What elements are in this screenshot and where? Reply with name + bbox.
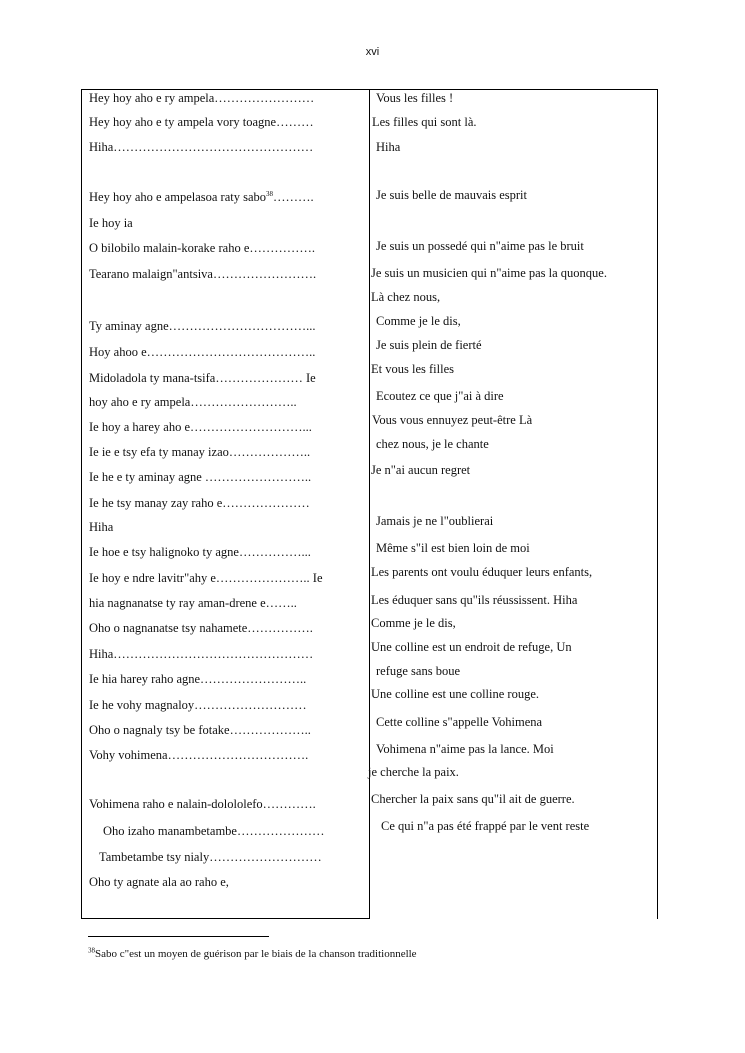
table-left-border <box>81 89 82 919</box>
malagasy-line: Hey hoy aho e ty ampela vory toagne……… <box>89 115 314 129</box>
malagasy-line: Hiha <box>89 520 114 534</box>
french-line: Une colline est une colline rouge. <box>371 687 539 701</box>
malagasy-line: Vohy vohimena……………………………. <box>89 748 309 762</box>
french-line: Hiha <box>376 140 401 154</box>
french-line: Jamais je ne l"oublierai <box>376 514 494 528</box>
malagasy-line: hia nagnanatse ty ray aman-drene e…….. <box>89 596 297 610</box>
malagasy-line: Oho ty agnate ala ao raho e, <box>89 875 229 889</box>
malagasy-line: Hey hoy aho e ry ampela…………………… <box>89 91 315 105</box>
french-line: refuge sans boue <box>376 664 460 678</box>
malagasy-line: Tambetambe tsy nialy……………………… <box>99 850 322 864</box>
malagasy-line: Hiha………………………………………… <box>89 647 314 661</box>
malagasy-line: Ie he e ty aminay agne …………………….. <box>89 470 312 484</box>
french-line: Chercher la paix sans qu"il ait de guerre. <box>371 792 575 806</box>
french-line: Et vous les filles <box>371 362 454 376</box>
french-line: Comme je le dis, <box>376 314 461 328</box>
french-line: Les éduquer sans qu"ils réussissent. Hiha <box>371 593 578 607</box>
table-right-border <box>657 89 658 919</box>
french-line: Ecoutez ce que j"ai à dire <box>376 389 504 403</box>
table-bottom-border <box>81 918 370 919</box>
malagasy-line <box>89 190 314 205</box>
table-column-divider <box>369 89 370 919</box>
french-line: Ce qui n"a pas été frappé par le vent reste <box>381 819 590 833</box>
malagasy-line: Oho o nagnaly tsy be fotake……………….. <box>89 723 311 737</box>
malagasy-line: Ie hoy ia <box>89 216 133 230</box>
french-line: Je n"ai aucun regret <box>371 463 471 477</box>
malagasy-line-dots: ………. <box>273 190 314 204</box>
malagasy-line: Ie hoe e tsy halignoko ty agne……………... <box>89 545 311 559</box>
malagasy-line: Vohimena raho e nalain-dolololefo…………. <box>89 797 316 811</box>
malagasy-line-text: Hey hoy aho e ampelasoa raty sabo <box>89 190 267 204</box>
footnote-separator <box>88 936 269 937</box>
page-number: xvi <box>365 46 380 58</box>
french-line: Vous vous ennuyez peut-être Là <box>372 413 533 427</box>
french-line: Vous les filles ! <box>376 91 454 105</box>
malagasy-line: Oho o nagnanatse tsy nahamete……………. <box>89 621 313 635</box>
french-line: Cette colline s"appelle Vohimena <box>376 715 543 729</box>
malagasy-line: O bilobilo malain-korake raho e……………. <box>89 241 315 255</box>
malagasy-line: Ie he tsy manay zay raho e………………… <box>89 496 310 510</box>
french-line: Je suis un musicien qui n"aime pas la quonque. <box>371 266 607 280</box>
french-line: Là chez nous, <box>371 290 441 304</box>
french-line: Même s"il est bien loin de moi <box>376 541 530 555</box>
french-line: Je suis un possedé qui n"aime pas le bruit <box>376 239 584 253</box>
malagasy-line: Ie he vohy magnaloy……………………… <box>89 698 307 712</box>
malagasy-line: Hoy ahoo e………………………………….. <box>89 345 316 359</box>
malagasy-line: Ty aminay agne……………………………... <box>89 319 316 333</box>
french-line: Une colline est un endroit de refuge, Un <box>371 640 572 654</box>
french-line: chez nous, je le chante <box>376 437 489 451</box>
malagasy-line: Midoladola ty mana-tsifa………………… Ie <box>89 371 316 385</box>
french-line: je cherche la paix. <box>368 765 459 779</box>
malagasy-line: Ie hoy a harey aho e………………………... <box>89 420 312 434</box>
footnote-ref: 38 <box>266 189 274 198</box>
footnote-marker: 38 <box>88 946 95 955</box>
malagasy-line: hoy aho e ry ampela…………………….. <box>89 395 297 409</box>
french-line: Vohimena n"aime pas la lance. Moi <box>376 742 554 756</box>
malagasy-line: Hiha………………………………………… <box>89 140 314 154</box>
malagasy-line: Ie ie e tsy efa ty manay izao……………….. <box>89 445 311 459</box>
french-line: Les parents ont voulu éduquer leurs enfants, <box>371 565 593 579</box>
malagasy-line: Oho izaho manambetambe………………… <box>103 824 325 838</box>
malagasy-line: Tearano malaign"antsiva……………………. <box>89 267 317 281</box>
french-line: Les filles qui sont là. <box>372 115 477 129</box>
footnote <box>88 948 417 960</box>
malagasy-line: Ie hoy e ndre lavitr"ahy e………………….. Ie <box>89 571 323 585</box>
french-line: Je suis plein de fierté <box>376 338 482 352</box>
french-line: Comme je le dis, <box>371 616 456 630</box>
french-line: Je suis belle de mauvais esprit <box>376 188 528 202</box>
footnote-text: Sabo c"est un moyen de guérison par le biais de la chanson traditionnelle <box>95 948 417 960</box>
malagasy-line: Ie hia harey raho agne…………………….. <box>89 672 307 686</box>
